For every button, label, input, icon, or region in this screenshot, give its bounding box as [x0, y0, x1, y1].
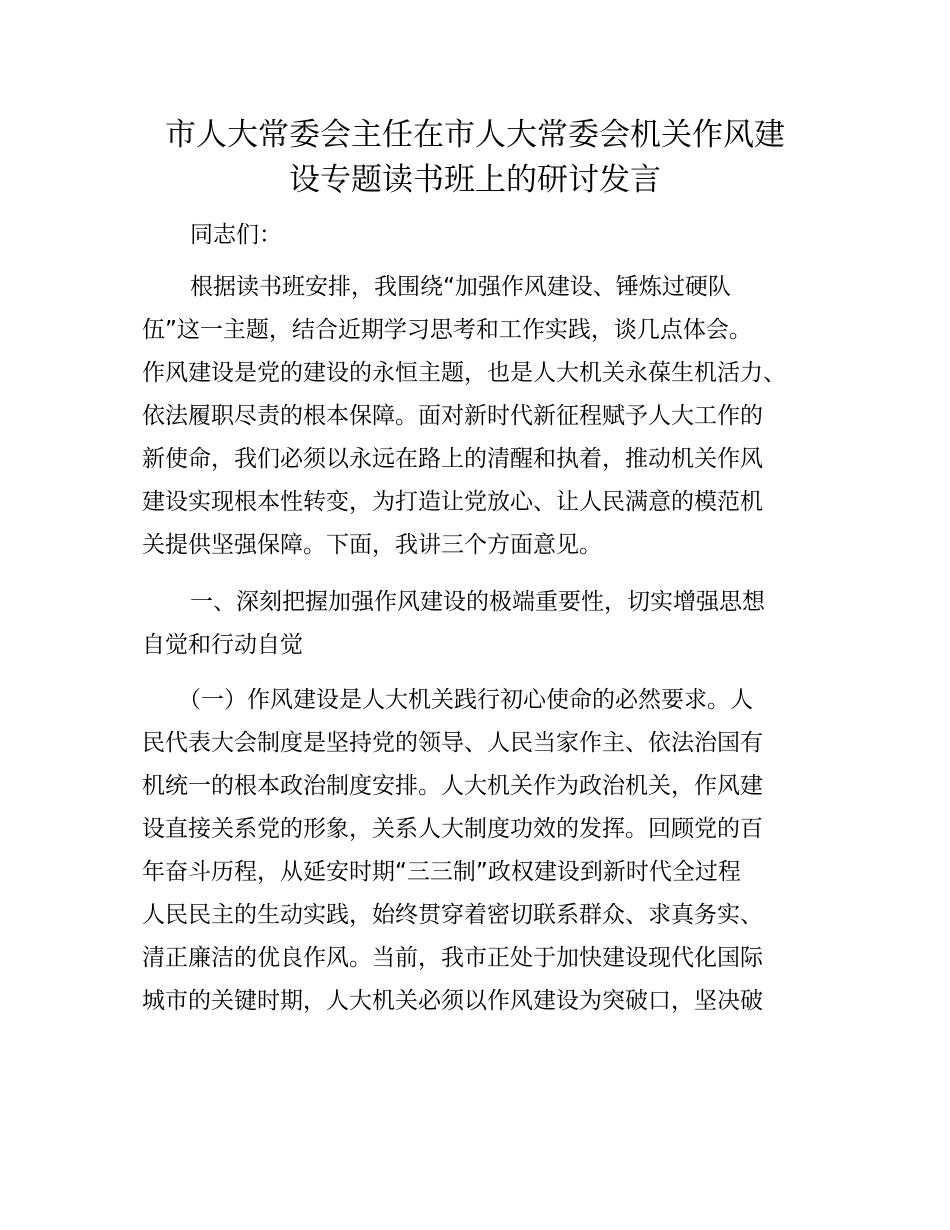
salutation: 同志们：: [190, 222, 282, 248]
paragraph-3-line-5: 年奋斗历程，从延安时期“三三制”政权建设到新时代全过程: [142, 859, 741, 885]
paragraph-1-line-7: 关提供坚强保障。下面，我讲三个方面意见。: [142, 532, 602, 558]
section-heading-line-2: 自觉和行动自觉: [142, 632, 303, 658]
title-line-1: 市人大常委会主任在市人大常委会机关作风建: [165, 117, 785, 153]
paragraph-3-line-6: 人民民主的生动实践，始终贯穿着密切联系群众、求真务实、: [142, 902, 763, 928]
paragraph-1-line-5: 新使命，我们必须以永远在路上的清醒和执着，推动机关作风: [142, 446, 763, 472]
section-heading-line-1: 一、深刻把握加强作风建设的极端重要性，切实增强思想: [190, 589, 765, 615]
paragraph-1-line-4: 依法履职尽责的根本保障。面对新时代新征程赋予人大工作的: [142, 403, 763, 429]
paragraph-3-line-2: 民代表大会制度是坚持党的领导、人民当家作主、依法治国有: [142, 730, 763, 756]
paragraph-3-line-7: 清正廉洁的优良作风。当前，我市正处于加快建设现代化国际: [142, 945, 763, 971]
paragraph-1-line-6: 建设实现根本性转变，为打造让党放心、让人民满意的模范机: [142, 489, 763, 515]
title-line-2: 设专题读书班上的研讨发言: [289, 162, 661, 198]
paragraph-3-line-8: 城市的关键时期，人大机关必须以作风建设为突破口，坚决破: [142, 988, 763, 1014]
paragraph-1-line-3: 作风建设是党的建设的永恒主题，也是人大机关永葆生机活力、: [142, 360, 786, 386]
paragraph-3-line-3: 机统一的根本政治制度安排。人大机关作为政治机关，作风建: [142, 773, 763, 799]
paragraph-1-line-2: 伍”这一主题，结合近期学习思考和工作实践，谈几点体会。: [142, 317, 752, 343]
paragraph-3-line-1: （一）作风建设是人大机关践行初心使命的必然要求。人: [178, 687, 753, 713]
paragraph-3-line-4: 设直接关系党的形象，关系人大制度功效的发挥。回顾党的百: [142, 816, 763, 842]
paragraph-1-line-1: 根据读书班安排，我围绕“加强作风建设、锤炼过硬队: [190, 274, 731, 300]
